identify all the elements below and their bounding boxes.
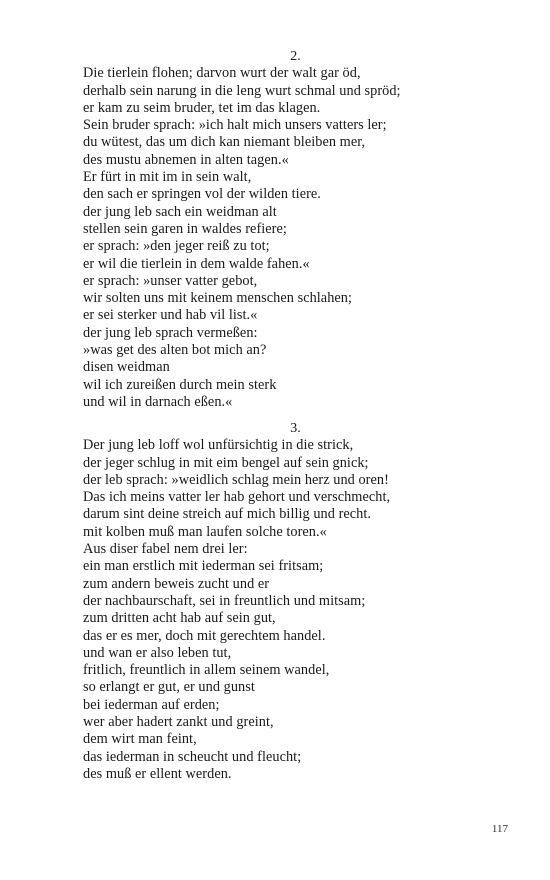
verse-line: du wütest, das um dich kan niemant bleiben mer, — [83, 134, 366, 151]
verse-line: disen weidman — [83, 359, 170, 376]
verse-line: der jeger schlug in mit eim bengel auf sein gnick; — [83, 454, 369, 471]
verse-line: Der jung leb loff wol unfürsichtig in die strick, — [83, 437, 354, 454]
verse-line: »was get des alten bot mich an? — [83, 342, 267, 359]
verse-line: den sach er springen vol der wilden tiere. — [83, 186, 321, 203]
verse-line: der leb sprach: »weidlich schlag mein herz und oren! — [83, 471, 389, 488]
verse-line: ein man erstlich mit iederman sei fritsam; — [83, 558, 324, 575]
verse-line: und wil in darnach eßen.« — [83, 393, 233, 410]
verse-line: zum dritten acht hab auf sein gut, — [83, 610, 276, 627]
verse-line: Die tierlein flohen; darvon wurt der walt gar öd, — [83, 65, 361, 82]
verse-line: Sein bruder sprach: »ich halt mich unsers vatters ler; — [83, 117, 387, 134]
verse-line: Aus diser fabel nem drei ler: — [83, 541, 248, 558]
verse-line: so erlangt er gut, er und gunst — [83, 679, 255, 696]
verse-line: der jung leb sach ein weidman alt — [83, 203, 277, 220]
verse-line: stellen sein garen in waldes refiere; — [83, 220, 287, 237]
verse-line: Das ich meins vatter ler hab gehort und verschmecht, — [83, 489, 391, 506]
verse-line: zum andern beweis zucht und er — [83, 575, 270, 592]
verse-line: der nachbaurschaft, sei in freuntlich und mitsam; — [83, 592, 366, 609]
verse-line: er sprach: »unser vatter gebot, — [83, 272, 258, 289]
verse-line: derhalb sein narung in die leng wurt schmal und spröd; — [83, 82, 401, 99]
verse-line: das iederman in scheucht und fleucht; — [83, 748, 302, 765]
verse-line: Er fürt in mit im in sein walt, — [83, 169, 252, 186]
verse-line: er wil die tierlein in dem walde fahen.« — [83, 255, 310, 272]
verse-line: mit kolben muß man laufen solche toren.« — [83, 523, 327, 540]
verse-line: er kam zu seim bruder, tet im das klagen. — [83, 99, 321, 116]
stanza-number: 2. — [290, 49, 301, 64]
verse-lines — [83, 65, 483, 411]
verse-line: des muß er ellent werden. — [83, 765, 232, 782]
stanza-number: 3. — [290, 421, 301, 436]
verse-line: des mustu abnemen in alten tagen.« — [83, 151, 289, 168]
verse-line: er sprach: »den jeger reiß zu tot; — [83, 238, 270, 255]
stanza-2 — [83, 48, 483, 411]
verse-lines — [83, 437, 483, 783]
verse-line: wir solten uns mit keinem menschen schlahen; — [83, 290, 353, 307]
page-number: 117 — [491, 823, 508, 835]
stanza-3 — [83, 420, 483, 783]
verse-line: das er es mer, doch mit gerechtem handel. — [83, 627, 326, 644]
verse-line: wer aber hadert zankt und greint, — [83, 714, 274, 731]
verse-line: der jung leb sprach vermeßen: — [83, 324, 258, 341]
verse-line: er sei sterker und hab vil list.« — [83, 307, 258, 324]
verse-line: dem wirt man feint, — [83, 731, 197, 748]
verse-line: fritlich, freuntlich in allem seinem wandel, — [83, 662, 330, 679]
verse-line: und wan er also leben tut, — [83, 644, 232, 661]
verse-line: wil ich zureißen durch mein sterk — [83, 376, 277, 393]
verse-line: darum sint deine streich auf mich billig und recht. — [83, 506, 372, 523]
verse-line: bei iederman auf erden; — [83, 696, 220, 713]
